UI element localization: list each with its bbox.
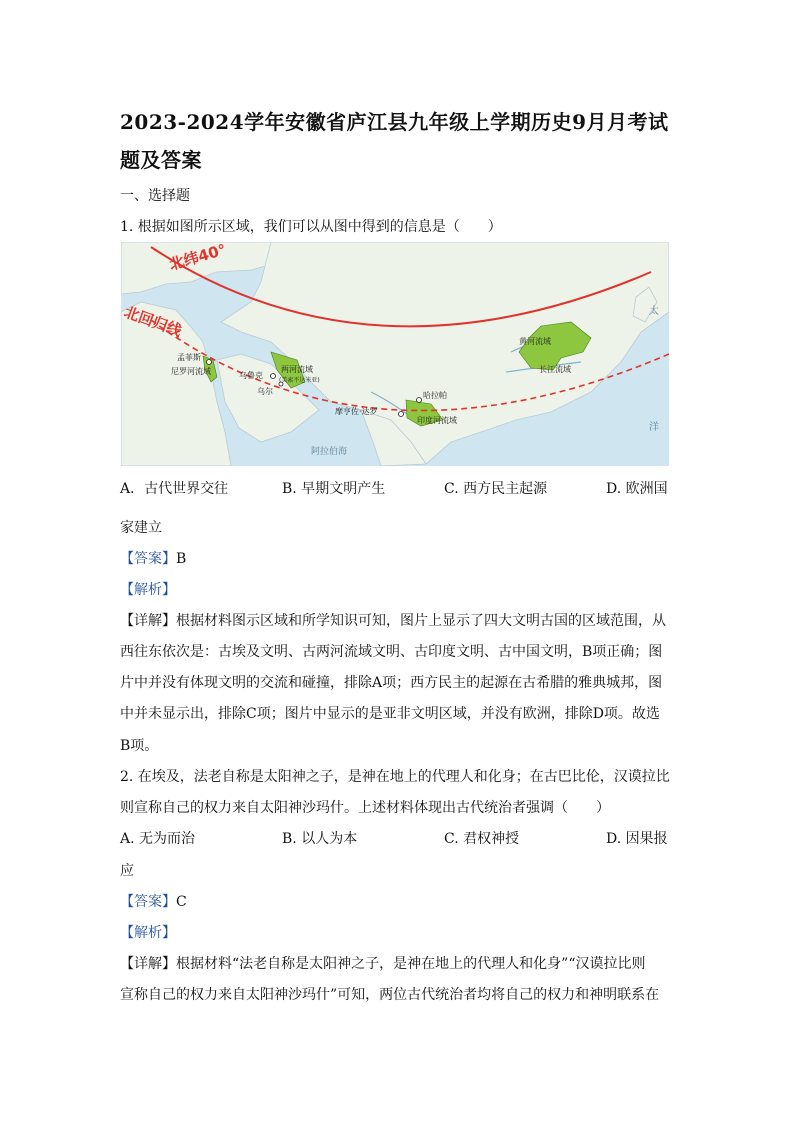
q1-analysis-tag: 【解析】 [120, 582, 176, 598]
yellow-river-label: 黄河流域 [519, 337, 551, 346]
ur-label: 乌尔 [257, 387, 273, 396]
q1-detail-line-4: 中并未显示出，排除C项；图片中显示的是亚非文明区域，并没有欧洲，排除D项。故选 [120, 706, 660, 722]
memphis-label: 孟菲斯 [177, 353, 201, 362]
arabian-sea-label: 阿拉伯海 [311, 447, 348, 457]
mesopotamia-sub-label: (美索不达米亚) [279, 377, 320, 384]
q1-option-d-cont: 家建立 [120, 520, 162, 536]
question-2-stem-1: 2. 在埃及，法老自称是太阳神之子，是神在地上的代理人和化身；在古巴比伦，汉谟拉比 [120, 769, 670, 785]
harappa-label: 哈拉帕 [423, 391, 447, 400]
mohenjo-label: 摩亨佐·达罗 [335, 407, 378, 416]
detail-text: 根据材料图示区域和所学知识可知，图片上显示了四大文明古国的区域范围，从 [176, 613, 666, 629]
question-2-stem-2: 则宣称自己的权力来自太阳神沙玛什。上述材料体现出古代统治者强调（ ） [120, 800, 610, 816]
harappa-dot [417, 398, 422, 403]
ocean-label: 洋 [649, 422, 659, 433]
question-1-stem: 1. 根据如图所示区域，我们可以从图中得到的信息是（ ） [120, 219, 502, 235]
q2-option-c: C. 君权神授 [444, 831, 520, 847]
mohenjo-dot [399, 412, 404, 417]
memphis-dot [207, 360, 212, 365]
pacific-label: 太 [649, 306, 659, 317]
uruk-dot [271, 374, 276, 379]
q2-option-d-cont: 应 [120, 863, 134, 879]
answer-tag: 【答案】 [120, 551, 176, 567]
indus-label: 印度河流域 [417, 416, 457, 425]
yangtze-label: 长江流域 [539, 365, 571, 374]
section-heading: 一、选择题 [120, 188, 190, 204]
detail-tag: 【详解】 [120, 956, 176, 972]
uruk-label: 乌鲁克 [239, 371, 263, 380]
q1-detail-line-1 [120, 611, 666, 631]
answer-value: B [176, 551, 187, 567]
q2-option-d: D. 因果报 [606, 831, 668, 847]
q2-answer [120, 892, 187, 912]
answer-value: C [176, 894, 187, 910]
detail-tag: 【详解】 [120, 613, 176, 629]
q2-analysis-tag: 【解析】 [120, 925, 176, 941]
q2-option-b: B. 以人为本 [282, 831, 358, 847]
q1-option-b: B. 早期文明产生 [282, 481, 386, 497]
q2-option-a: A. 无为而治 [120, 831, 196, 847]
q1-option-a: A．古代世界交往 [120, 481, 229, 497]
answer-tag: 【答案】 [120, 894, 176, 910]
page-title: 2023-2024学年安徽省庐江县九年级上学期历史9月月考试题及答案 [120, 110, 669, 172]
nile-label: 尼罗河流域 [171, 367, 211, 376]
q2-detail-line-1 [120, 954, 645, 974]
q1-answer [120, 549, 186, 569]
detail-text: 根据材料“法老自称是太阳神之子，是神在地上的代理人和化身”“汉谟拉比则 [176, 956, 646, 972]
tropic-label: 北回归线 [121, 302, 185, 341]
q1-detail-line-5: B项。 [120, 738, 159, 754]
mesopotamia-label: 两河流域 [281, 365, 313, 374]
q2-detail-line-2: 宣称自己的权力来自太阳神沙玛什”可知，两位古代统治者均将自己的权力和神明联系在 [120, 987, 660, 1003]
civilization-map [121, 242, 669, 466]
q1-detail-line-2: 西往东依次是：古埃及文明、古两河流域文明、古印度文明、古中国文明，B项正确；图 [120, 644, 663, 660]
q1-option-d: D. 欧洲国 [606, 481, 668, 497]
q1-option-c: C. 西方民主起源 [444, 481, 548, 497]
lat-40-label: 北纬40° [167, 242, 229, 274]
q1-detail-line-3: 片中并没有体现文明的交流和碰撞，排除A项；西方民主的起源在古希腊的雅典城邦，图 [120, 675, 663, 691]
